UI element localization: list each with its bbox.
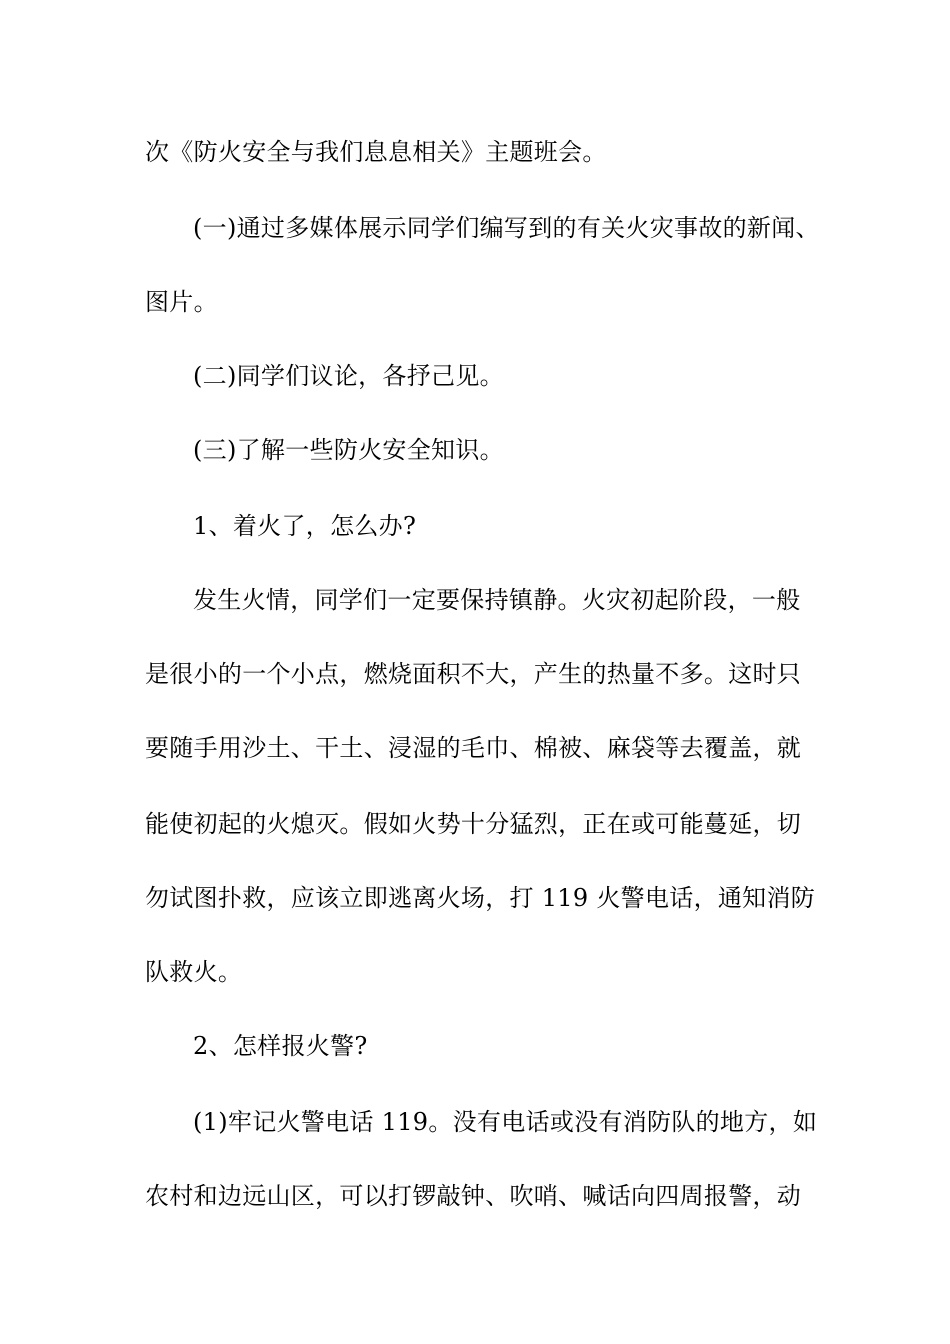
text-line-6: 1、着火了，怎么办? xyxy=(193,512,417,540)
text-line-1: 次《防火安全与我们息息相关》主题班会。 xyxy=(145,138,607,166)
text-line-14: (1)牢记火警电话 119。没有电话或没有消防队的地方，如 xyxy=(193,1108,818,1136)
text-line-2: (一)通过多媒体展示同学们编写到的有关火灾事故的新闻、 xyxy=(193,214,820,242)
text-line-8: 是很小的一个小点，燃烧面积不大，产生的热量不多。这时只 xyxy=(145,660,802,688)
text-line-12: 队救火。 xyxy=(145,958,243,986)
text-line-15: 农村和边远山区，可以打锣敲钟、吹哨、喊话向四周报警，动 xyxy=(145,1182,802,1210)
text-line-9: 要随手用沙土、干土、浸湿的毛巾、棉被、麻袋等去覆盖，就 xyxy=(145,734,802,762)
text-line-5: (三)了解一些防火安全知识。 xyxy=(193,436,504,464)
text-line-7: 发生火情，同学们一定要保持镇静。火灾初起阶段，一般 xyxy=(193,586,801,614)
text-line-13: 2、怎样报火警? xyxy=(193,1032,368,1060)
text-line-11: 勿试图扑救，应该立即逃离火场，打 119 火警电话，通知消防 xyxy=(145,884,816,912)
text-line-4: (二)同学们议论，各抒己见。 xyxy=(193,362,504,390)
text-line-3: 图片。 xyxy=(145,288,218,316)
text-line-10: 能使初起的火熄灭。假如火势十分猛烈，正在或可能蔓延，切 xyxy=(145,810,802,838)
